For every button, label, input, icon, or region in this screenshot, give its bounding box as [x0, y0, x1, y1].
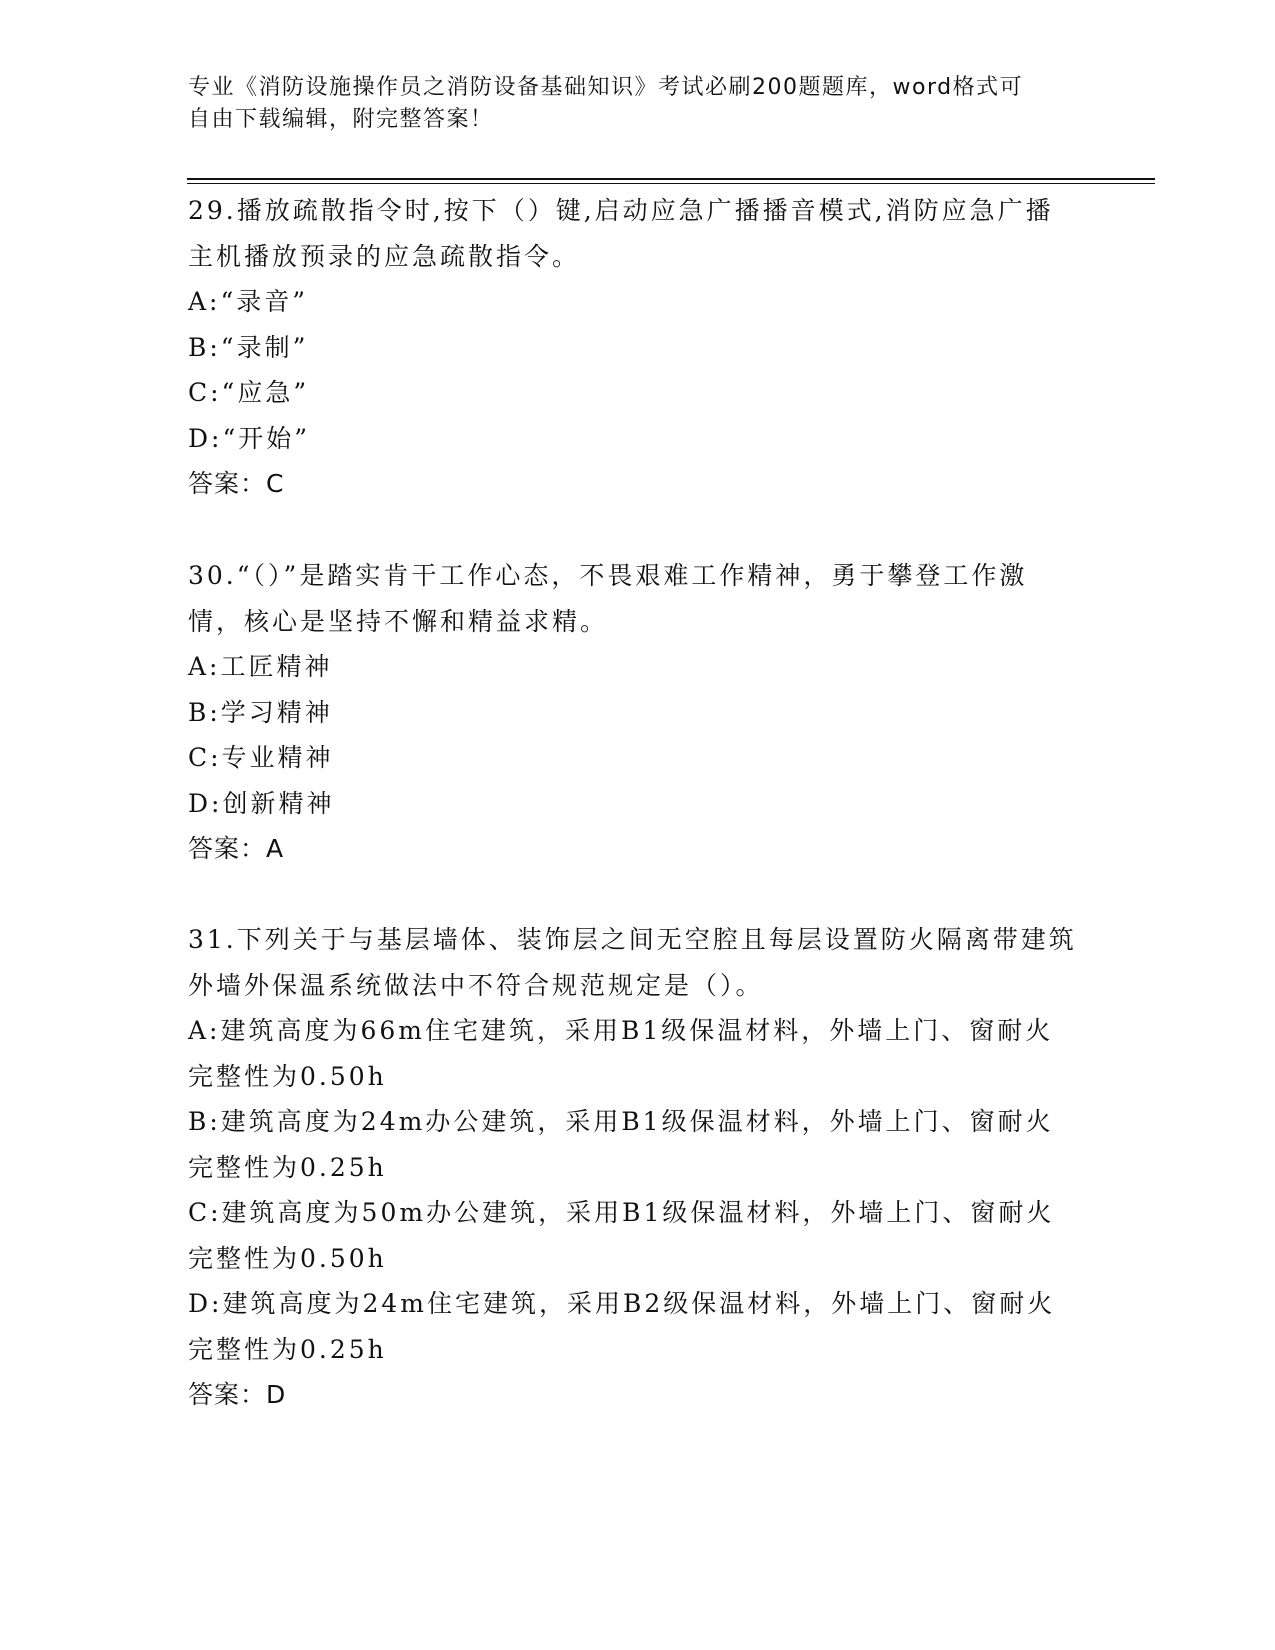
option-b: B:建筑高度为24m办公建筑，采用B1级保温材料，外墙上门、窗耐火完整性为0.25h: [188, 1107, 1054, 1182]
option-c: C:建筑高度为50m办公建筑，采用B1级保温材料，外墙上门、窗耐火完整性为0.50h: [188, 1198, 1055, 1273]
option-c: C:专业精神: [188, 743, 334, 772]
question-30: [188, 553, 1078, 872]
document-header: [188, 72, 1108, 136]
answer: 答案：A: [188, 834, 285, 863]
question-31: [188, 917, 1078, 1418]
header-divider-bottom: [187, 183, 1155, 184]
question-stem: 31.下列关于与基层墙体、装饰层之间无空腔且每层设置防火隔离带建筑外墙外保温系统做法中不符合规范规定是（）。: [188, 925, 1077, 1000]
option-c: C:“应急”: [188, 378, 310, 407]
option-b: B:“录制”: [188, 332, 309, 362]
option-b: B:学习精神: [188, 697, 333, 727]
header-line-1: 专业《消防设施操作员之消防设备基础知识》考试必刷200题题库，word格式可: [188, 75, 1024, 100]
option-d: D:建筑高度为24m住宅建筑，采用B2级保温材料，外墙上门、窗耐火完整性为0.25h: [188, 1289, 1056, 1364]
option-a: A:建筑高度为66m住宅建筑，采用B1级保温材料，外墙上门、窗耐火完整性为0.50h: [188, 1016, 1054, 1091]
option-a: A:“录音”: [188, 287, 309, 316]
question-stem: 30.“（）”是踏实肯干工作心态，不畏艰难工作精神，勇于攀登工作激情，核心是坚持不懈和精益求精。: [188, 561, 1028, 636]
option-d: D:“开始”: [188, 423, 311, 453]
header-divider-top: [187, 178, 1155, 180]
question-29: [188, 188, 1078, 507]
answer: 答案：C: [188, 469, 285, 498]
option-d: D:创新精神: [188, 788, 335, 818]
header-line-2: 自由下载编辑，附完整答案！: [188, 107, 494, 132]
question-stem: 29.播放疏散指令时,按下（）键,启动应急广播播音模式,消防应急广播主机播放预录的应急疏散指令。: [188, 196, 1054, 271]
answer: 答案：D: [188, 1380, 287, 1409]
option-a: A:工匠精神: [188, 652, 333, 681]
